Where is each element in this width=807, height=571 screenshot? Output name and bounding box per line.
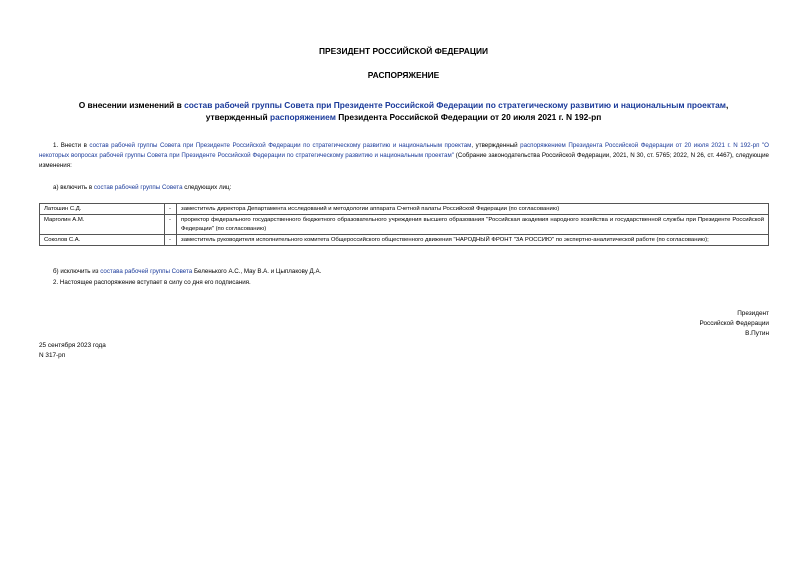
para1-post: (Собрание законодательства Российской Федерации, 2021, N 30, ст. 5765; 2022, N 26, ст. 4467), следующие изменения: [39,152,769,169]
title-line1-pre: О внесении изменений в [78,100,185,110]
member-dash: - [165,215,177,235]
para1-composition-link[interactable]: состав рабочей группы Совета при Президенте Российской Федерации по стратегическому развитию и национальным проектам [89,142,472,149]
para-a-post: следующих лиц: [182,184,232,191]
document-footer [39,341,106,361]
para1-order-link[interactable]: распоряжением Президента Российской Федерации от 20 июля 2021 г. N 192-рп [520,142,760,149]
member-position: заместитель директора Департамента исследований и методологии аппарата Счетной палаты Российской Федерации (по согласованию) [177,204,769,215]
member-name: Латошин С.Д. [40,204,165,215]
title-line-2 [0,111,807,123]
document-number: N 317-рп [39,352,66,359]
member-dash: - [165,204,177,215]
signature-name: В.Путин [745,330,769,337]
paragraph-a [53,183,231,193]
member-row [40,234,769,245]
member-position: заместитель руководителя исполнительного комитета Общероссийского общественного движения "НАРОДНЫЙ ФРОНТ "ЗА РОССИЮ" по экспертно-аналитической работе (по согласованию); [177,234,769,245]
paragraph-1 [39,141,769,171]
member-name: Марголин А.М. [40,215,165,235]
title-line2-pre: утвержденный [205,112,270,122]
paragraph-b [53,267,321,277]
members-table-body [40,204,769,246]
para1-pre: 1. Внести в [53,142,90,149]
signature-block [700,309,770,339]
paragraph-2: 2. Настоящее распоряжение вступает в силу со дня его подписания. [53,279,251,286]
members-table [39,203,769,246]
title-line1-post: , [725,100,729,110]
signature-country: Российской Федерации [699,320,769,327]
para1-mid1: , утвержденный [471,142,521,149]
member-row [40,215,769,235]
document-date: 25 сентября 2023 года [39,342,106,349]
member-position: проректор федерального государственного бюджетного образовательного учреждения высшего образования "Российская академия народного хозяйства и государственной службы при Президенте Российской Федерации" (по согласованию) [177,215,769,235]
president-heading: ПРЕЗИДЕНТ РОССИЙСКОЙ ФЕДЕРАЦИИ [319,46,488,56]
title-composition-link[interactable]: состав рабочей группы Совета при Президенте Российской Федерации по стратегическому развитию и национальным проектам [184,100,726,110]
para-b-pre: б) исключить из [53,268,101,275]
para-b-composition-link[interactable]: состава рабочей группы Совета [100,268,193,275]
title-order-link[interactable]: распоряжением [269,112,336,122]
document-type-heading: РАСПОРЯЖЕНИЕ [367,70,440,80]
member-dash: - [165,234,177,245]
para-a-composition-link[interactable]: состав рабочей группы Совета [93,184,183,191]
title-line2-post: Президента Российской Федерации от 20 июля 2021 г. N 192-рп [335,112,602,122]
member-name: Соколов С.А. [40,234,165,245]
document-title [0,99,807,123]
para-b-post: Беленького А.С., Мау В.А. и Цыплакову Д.А. [192,268,322,275]
para-a-pre: а) включить в [53,184,94,191]
title-line-1 [0,99,807,111]
para1-order-title[interactable]: "О некоторых вопросах рабочей группы Совета при Президенте Российской Федерации по стратегическому развитию и национальным проектам" [39,142,769,159]
signature-title: Президент [737,310,769,317]
member-row [40,204,769,215]
